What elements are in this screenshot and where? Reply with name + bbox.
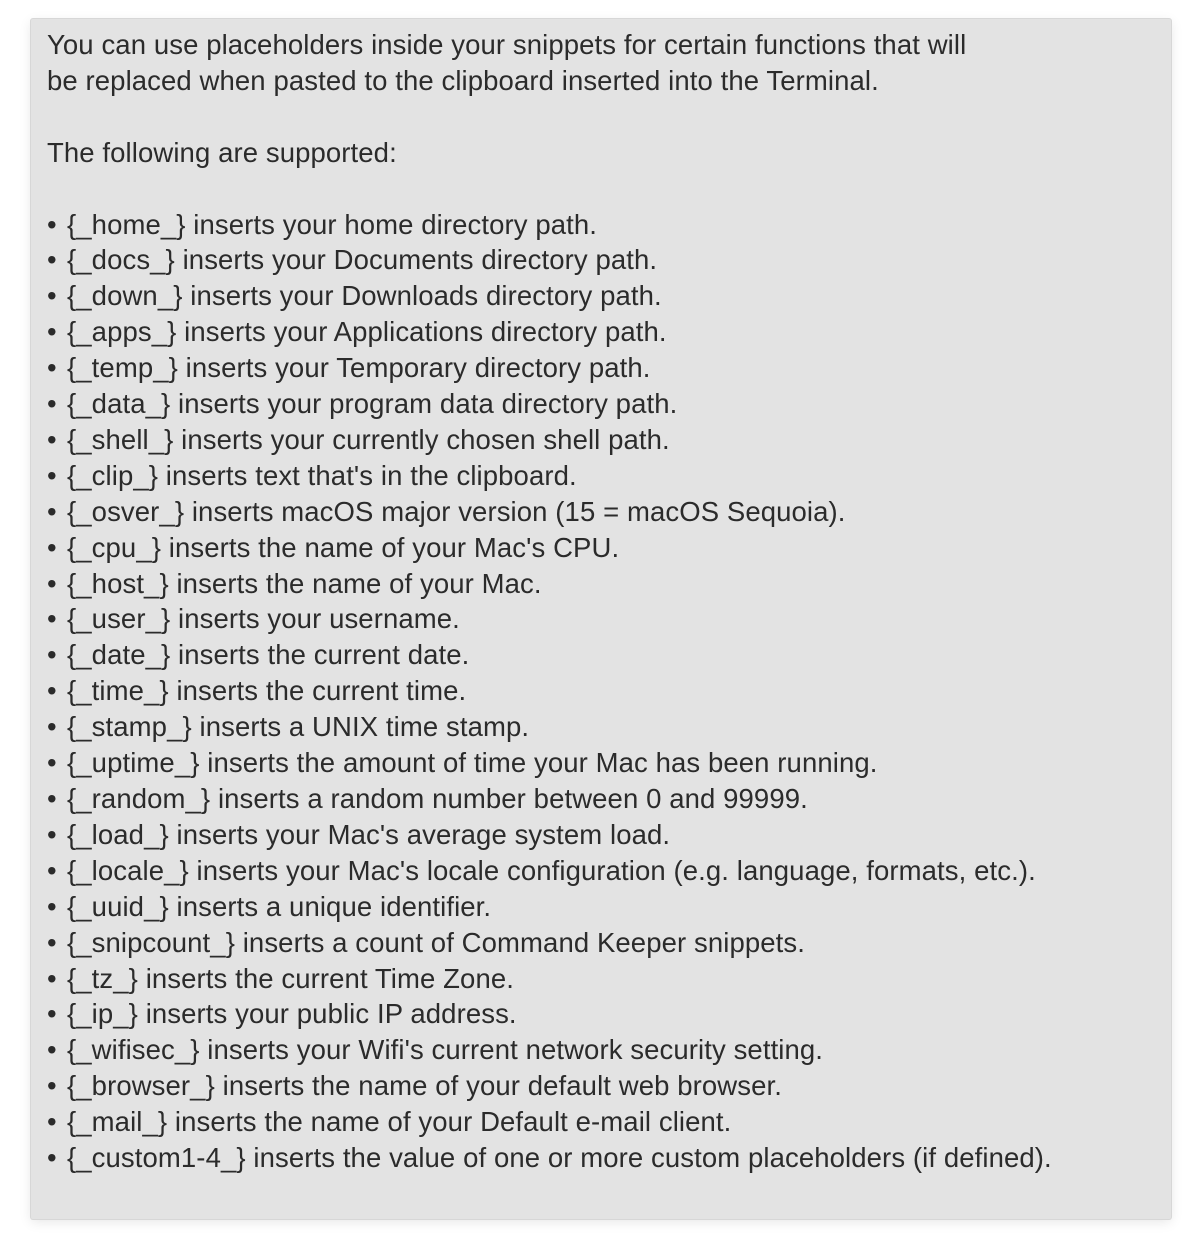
bullet-icon: • — [47, 1034, 57, 1066]
help-text-panel — [31, 19, 1171, 1219]
placeholder-description: {_random_} inserts a random number between 0 and 99999. — [67, 783, 808, 814]
placeholder-list-item — [47, 781, 1171, 817]
placeholder-list-item — [47, 889, 1171, 925]
placeholder-description: {_time_} inserts the current time. — [67, 675, 467, 707]
spacer — [47, 171, 1171, 207]
placeholder-list-item — [47, 996, 1171, 1032]
supported-heading: The following are supported: — [47, 136, 397, 168]
placeholder-list-item — [47, 745, 1171, 781]
bullet-icon: • — [47, 639, 57, 671]
bullet-icon: • — [47, 531, 57, 563]
placeholder-description: {_data_} inserts your program data directory path. — [67, 388, 678, 420]
bullet-icon: • — [47, 388, 57, 420]
bullet-icon: • — [47, 280, 57, 312]
placeholder-list-item — [47, 1068, 1171, 1104]
placeholder-description: {_load_} inserts your Mac's average system load. — [67, 818, 671, 850]
placeholder-list-item — [47, 709, 1171, 745]
placeholder-list-item — [47, 1140, 1171, 1176]
placeholder-list-item — [47, 242, 1171, 278]
placeholder-description: {_cpu_} inserts the name of your Mac's CPU. — [67, 531, 620, 563]
bullet-icon: • — [47, 495, 57, 527]
placeholder-description: {_osver_} inserts macOS major version (15 = macOS Sequoia). — [67, 495, 846, 527]
bullet-icon: • — [47, 1070, 57, 1102]
bullet-icon: • — [47, 675, 57, 707]
placeholder-list-item — [47, 530, 1171, 566]
placeholder-list-item — [47, 494, 1171, 530]
placeholder-list-item — [47, 386, 1171, 422]
placeholder-list-item — [47, 853, 1171, 889]
placeholder-list-item — [47, 1104, 1171, 1140]
placeholder-description: {_clip_} inserts text that's in the clipboard. — [67, 459, 577, 491]
bullet-icon: • — [47, 783, 57, 814]
placeholder-description: {_home_} inserts your home directory path. — [67, 208, 598, 240]
spacer — [47, 99, 1171, 135]
placeholder-list-item — [47, 601, 1171, 637]
bullet-icon: • — [47, 459, 57, 491]
placeholder-description: {_shell_} inserts your currently chosen shell path. — [67, 423, 670, 455]
placeholder-description: {_user_} inserts your username. — [67, 603, 460, 635]
placeholder-description: {_uptime_} inserts the amount of time your Mac has been running. — [67, 747, 878, 779]
placeholder-description: {_apps_} inserts your Applications directory path. — [67, 316, 667, 348]
placeholder-description: {_date_} inserts the current date. — [67, 639, 470, 671]
bullet-icon: • — [47, 316, 57, 348]
placeholder-description: {_browser_} inserts the name of your default web browser. — [67, 1070, 782, 1102]
placeholder-description: {_mail_} inserts the name of your Default e-mail client. — [67, 1106, 732, 1138]
placeholder-description: {_stamp_} inserts a UNIX time stamp. — [67, 711, 530, 743]
placeholder-description: {_down_} inserts your Downloads directory path. — [67, 280, 662, 312]
bullet-icon: • — [47, 1142, 57, 1174]
bullet-icon: • — [47, 567, 57, 599]
bullet-icon: • — [47, 352, 57, 384]
bullet-icon: • — [47, 423, 57, 455]
placeholder-description: {_tz_} inserts the current Time Zone. — [67, 962, 514, 994]
placeholder-list — [47, 207, 1171, 1176]
placeholder-list-item — [47, 817, 1171, 853]
bullet-icon: • — [47, 711, 57, 743]
bullet-icon: • — [47, 818, 57, 850]
placeholder-description: {_snipcount_} inserts a count of Command Keeper snippets. — [67, 926, 805, 958]
placeholder-list-item — [47, 1032, 1171, 1068]
bullet-icon: • — [47, 962, 57, 994]
bullet-icon: • — [47, 747, 57, 779]
placeholder-description: {_host_} inserts the name of your Mac. — [67, 567, 542, 599]
placeholder-list-item — [47, 673, 1171, 709]
placeholder-description: {_docs_} inserts your Documents directory path. — [67, 244, 658, 276]
placeholder-list-item — [47, 566, 1171, 602]
bullet-icon: • — [47, 854, 57, 886]
placeholder-list-item — [47, 458, 1171, 494]
placeholder-list-item — [47, 637, 1171, 673]
bullet-icon: • — [47, 603, 57, 635]
placeholder-description: {_custom1-4_} inserts the value of one or more custom placeholders (if defined). — [67, 1142, 1052, 1174]
intro-line-2: be replaced when pasted to the clipboard inserted into the Terminal. — [47, 64, 879, 96]
placeholder-list-item — [47, 314, 1171, 350]
placeholder-list-item — [47, 961, 1171, 997]
placeholder-list-item — [47, 350, 1171, 386]
placeholder-description: {_uuid_} inserts a unique identifier. — [67, 890, 492, 922]
placeholder-list-item — [47, 278, 1171, 314]
bullet-icon: • — [47, 998, 57, 1030]
placeholder-list-item — [47, 207, 1171, 243]
bullet-icon: • — [47, 1106, 57, 1138]
placeholder-description: {_temp_} inserts your Temporary directory path. — [67, 352, 651, 384]
bullet-icon: • — [47, 244, 57, 276]
placeholder-description: {_locale_} inserts your Mac's locale configuration (e.g. language, formats, etc.). — [67, 854, 1036, 886]
placeholder-description: {_wifisec_} inserts your Wifi's current network security setting. — [67, 1034, 824, 1066]
placeholder-list-item — [47, 422, 1171, 458]
intro-line-1: You can use placeholders inside your snippets for certain functions that will — [47, 29, 967, 60]
bullet-icon: • — [47, 208, 57, 240]
bullet-icon: • — [47, 926, 57, 958]
bullet-icon: • — [47, 890, 57, 922]
placeholder-description: {_ip_} inserts your public IP address. — [67, 998, 517, 1030]
placeholder-list-item — [47, 925, 1171, 961]
